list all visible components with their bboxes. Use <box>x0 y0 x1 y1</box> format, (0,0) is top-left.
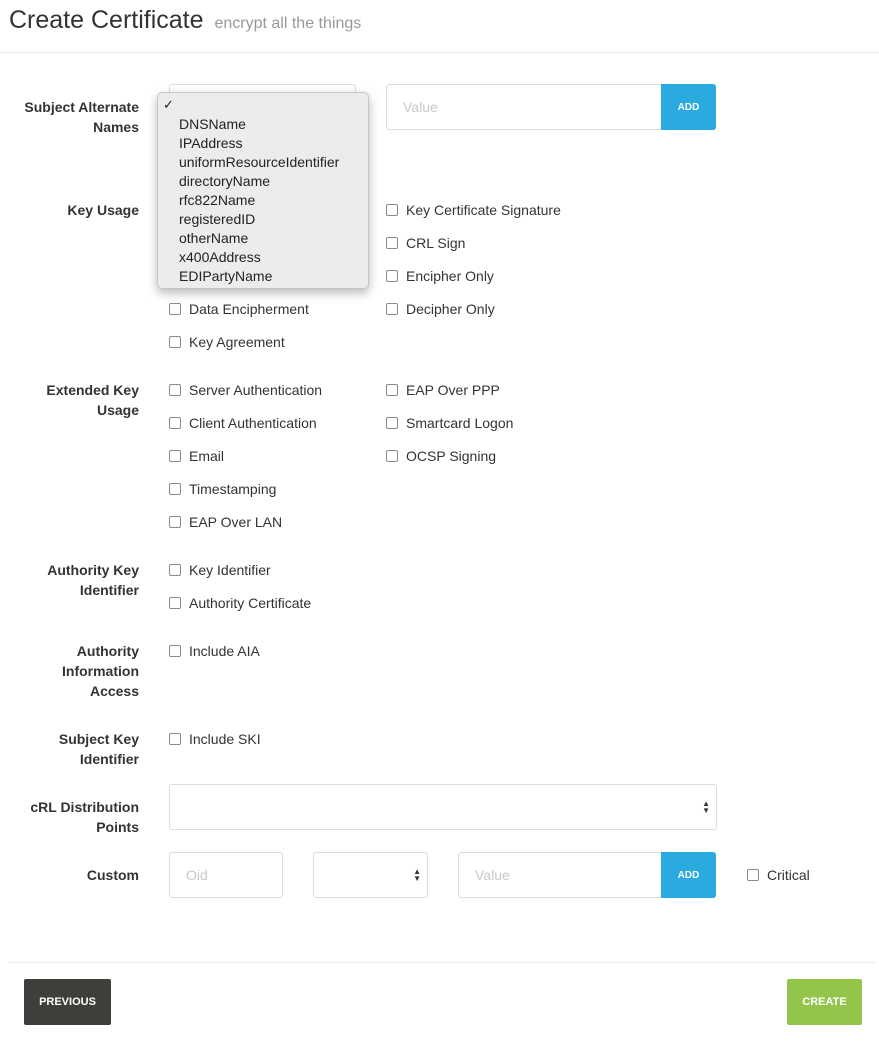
custom-add-button[interactable]: ADD <box>661 852 716 898</box>
checkbox-decipher-only[interactable] <box>386 299 495 319</box>
checkbox-ocsp-signing[interactable] <box>386 446 496 466</box>
checkbox-box[interactable] <box>386 237 398 249</box>
checkbox-box[interactable] <box>386 417 398 429</box>
checkbox-eap-over-lan[interactable] <box>169 512 282 532</box>
checkbox-box[interactable] <box>747 869 759 881</box>
checkbox-data-encipherment[interactable] <box>169 299 309 319</box>
checkbox-label: Client Authentication <box>189 415 317 431</box>
previous-button[interactable]: PREVIOUS <box>24 979 111 1025</box>
page-subtitle: encrypt all the things <box>214 15 362 32</box>
dropdown-option-registeredid[interactable]: registeredID <box>179 211 256 227</box>
checkbox-label: Smartcard Logon <box>406 415 514 431</box>
checkbox-crl-sign[interactable] <box>386 233 465 253</box>
footer-divider <box>8 962 876 963</box>
checkbox-server-authentication[interactable] <box>169 380 322 400</box>
checkbox-smartcard-logon[interactable] <box>386 413 513 433</box>
checkbox-box[interactable] <box>169 597 181 609</box>
checkbox-label: Include SKI <box>189 731 261 747</box>
checkbox-label: Include AIA <box>189 643 260 659</box>
select-arrows-icon: ▲ ▼ <box>702 799 710 815</box>
checkbox-label: Decipher Only <box>406 301 495 317</box>
create-button[interactable]: CREATE <box>787 979 862 1025</box>
checkbox-key-certificate-signature[interactable] <box>386 200 561 220</box>
checkbox-box[interactable] <box>386 384 398 396</box>
checkbox-box[interactable] <box>386 450 398 462</box>
custom-type-select[interactable] <box>313 852 428 898</box>
checkbox-include-ski[interactable] <box>169 729 261 749</box>
checkbox-label: OCSP Signing <box>406 448 497 464</box>
checkbox-label: Timestamping <box>189 481 277 497</box>
checkbox-box[interactable] <box>169 483 181 495</box>
san-add-button[interactable]: ADD <box>661 84 716 130</box>
dropdown-option-edipartyname[interactable]: EDIPartyName <box>179 268 273 284</box>
checkmark-icon: ✓ <box>163 97 174 112</box>
checkbox-box[interactable] <box>169 564 181 576</box>
checkbox-box[interactable] <box>386 270 398 282</box>
checkbox-box[interactable] <box>169 645 181 657</box>
checkbox-critical[interactable] <box>747 865 810 885</box>
san-value-input[interactable]: Value <box>386 84 662 130</box>
checkbox-label: Encipher Only <box>406 268 494 284</box>
checkbox-label: Authority Certificate <box>189 595 312 611</box>
checkbox-box[interactable] <box>169 303 181 315</box>
checkbox-box[interactable] <box>169 384 181 396</box>
checkbox-email[interactable] <box>169 446 224 466</box>
custom-value-input[interactable]: Value <box>458 852 662 898</box>
checkbox-box[interactable] <box>169 516 181 528</box>
dropdown-option-uniformresourceidentifier[interactable]: uniformResourceIdentifier <box>179 154 340 170</box>
dropdown-option-directoryname[interactable]: directoryName <box>179 173 271 189</box>
checkbox-box[interactable] <box>386 303 398 315</box>
subject-key-identifier-label: Subject Key Identifier <box>58 731 139 767</box>
extended-key-usage-label: Extended Key Usage <box>46 382 139 418</box>
checkbox-box[interactable] <box>169 733 181 745</box>
checkbox-label: Data Encipherment <box>189 301 309 317</box>
checkbox-encipher-only[interactable] <box>386 266 494 286</box>
checkbox-box[interactable] <box>169 336 181 348</box>
dropdown-option-othername[interactable]: otherName <box>179 230 249 246</box>
dropdown-option-rfc822name[interactable]: rfc822Name <box>179 192 256 208</box>
checkbox-box[interactable] <box>386 204 398 216</box>
page-title <box>9 6 361 35</box>
page-title-text: Create Certificate <box>9 6 204 34</box>
checkbox-box[interactable] <box>169 417 181 429</box>
page-header <box>0 0 879 53</box>
checkbox-box[interactable] <box>169 450 181 462</box>
dropdown-option-ipaddress[interactable]: IPAddress <box>179 135 243 151</box>
checkbox-client-authentication[interactable] <box>169 413 317 433</box>
checkbox-label: Server Authentication <box>189 382 323 398</box>
checkbox-timestamping[interactable] <box>169 479 276 499</box>
checkbox-label: Key Certificate Signature <box>406 202 561 218</box>
checkbox-key-identifier[interactable] <box>169 560 271 580</box>
key-usage-label: Key Usage <box>67 202 139 218</box>
checkbox-eap-over-ppp[interactable] <box>386 380 500 400</box>
checkbox-key-agreement[interactable] <box>169 332 285 352</box>
custom-oid-input[interactable]: Oid <box>169 852 283 898</box>
crl-distribution-points-select[interactable] <box>169 784 717 830</box>
authority-key-identifier-label: Authority Key Identifier <box>47 562 139 598</box>
checkbox-label: EAP Over LAN <box>189 514 283 530</box>
checkbox-label: EAP Over PPP <box>406 382 500 398</box>
checkbox-label: Key Agreement <box>189 334 285 350</box>
checkbox-include-aia[interactable] <box>169 641 260 661</box>
checkbox-label: Key Identifier <box>189 562 271 578</box>
checkbox-label: Email <box>189 448 225 464</box>
dropdown-option-x400address[interactable]: x400Address <box>179 249 261 265</box>
san-label: Subject Alternate Names <box>24 99 139 135</box>
select-arrows-icon: ▲ ▼ <box>413 867 421 883</box>
dropdown-option-dnsname[interactable]: DNSName <box>179 116 246 132</box>
checkbox-authority-certificate[interactable] <box>169 593 311 613</box>
checkbox-label: Critical <box>767 867 810 883</box>
authority-information-access-label: Authority Information Access <box>62 643 139 699</box>
san-type-dropdown-menu[interactable] <box>157 92 369 289</box>
checkbox-label: CRL Sign <box>406 235 466 251</box>
custom-label: Custom <box>86 867 139 883</box>
crl-distribution-points-label: cRL Distribution Points <box>30 799 139 835</box>
